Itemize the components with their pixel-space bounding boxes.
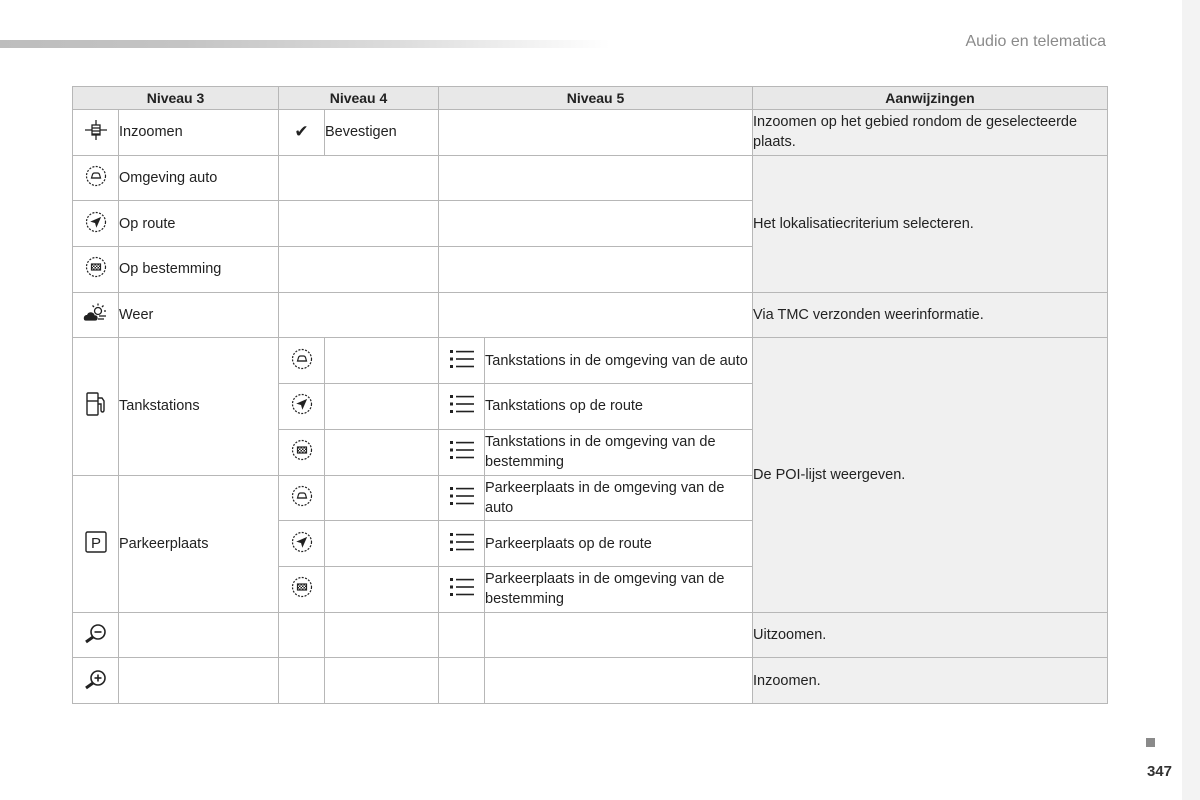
- level3-label: Parkeerplaats: [119, 475, 279, 612]
- level5-label: Tankstations in de omgeving van de bestemming: [485, 429, 753, 475]
- level5-icon-cell: [439, 521, 485, 567]
- level3-label: Tankstations: [119, 338, 279, 475]
- level5-label: Tankstations in de omgeving van de auto: [485, 338, 753, 384]
- level5-icon-cell: [439, 429, 485, 475]
- destination-flag-icon: [291, 439, 313, 465]
- list-icon: [450, 486, 474, 510]
- level4-empty-cell: [325, 429, 439, 475]
- table-row: [73, 292, 1108, 338]
- parking-icon: [84, 530, 108, 558]
- car-surroundings-icon: [85, 165, 107, 191]
- level4-empty-cell: [279, 247, 439, 293]
- level3-icon-cell: [73, 201, 119, 247]
- level4-empty-cell: [325, 566, 439, 612]
- navigation-menu-table: [72, 86, 1108, 704]
- level3-icon-cell: [73, 292, 119, 338]
- level4-empty-cell: [325, 612, 439, 658]
- weather-icon: [83, 302, 109, 328]
- level4-empty-cell: [279, 658, 325, 704]
- level4-empty-cell: [325, 338, 439, 384]
- zoom-in-icon: [83, 668, 109, 694]
- level3-label: Op route: [119, 201, 279, 247]
- level3-empty-cell: [119, 658, 279, 704]
- level3-label: Op bestemming: [119, 247, 279, 293]
- destination-flag-icon: [291, 576, 313, 602]
- level3-icon-cell: [73, 338, 119, 475]
- car-surroundings-icon: [291, 348, 313, 374]
- level3-icon-cell: [73, 612, 119, 658]
- column-header-niveau-5: Niveau 5: [439, 87, 753, 110]
- level3-icon-cell: [73, 155, 119, 201]
- page-edge-strip: [1182, 0, 1200, 800]
- level3-label: Inzoomen: [119, 110, 279, 156]
- level4-icon-cell: [279, 338, 325, 384]
- list-icon: [450, 349, 474, 373]
- level3-icon-cell: [73, 110, 119, 156]
- level3-label: Omgeving auto: [119, 155, 279, 201]
- car-surroundings-icon: [291, 485, 313, 511]
- level5-empty-cell: [439, 612, 485, 658]
- zoom-target-icon: [84, 119, 108, 145]
- level5-label: Parkeerplaats in de omgeving van de auto: [485, 475, 753, 521]
- on-route-icon: [291, 531, 313, 557]
- table-row: [73, 338, 1108, 384]
- level3-icon-cell: [73, 475, 119, 612]
- section-title: Audio en telematica: [965, 33, 1106, 50]
- level3-label: Weer: [119, 292, 279, 338]
- on-route-icon: [291, 393, 313, 419]
- checkmark-icon: ✔: [294, 122, 309, 142]
- level5-empty-cell: [439, 292, 753, 338]
- list-icon: [450, 394, 474, 418]
- level4-label: Bevestigen: [325, 110, 439, 156]
- level4-icon-cell: [279, 384, 325, 430]
- level5-label: Parkeerplaats op de route: [485, 521, 753, 567]
- zoom-out-icon: [83, 622, 109, 648]
- hint-text: Inzoomen op het gebied rondom de geselecteerde plaats.: [753, 110, 1108, 156]
- table-header-row: [73, 87, 1108, 110]
- fuel-station-icon: [84, 390, 108, 422]
- svg-text:P: P: [90, 534, 101, 552]
- table-row: [73, 612, 1108, 658]
- level3-icon-cell: [73, 247, 119, 293]
- level4-empty-cell: [325, 521, 439, 567]
- level5-empty-cell: [439, 247, 753, 293]
- hint-text: De POI-lijst weergeven.: [753, 338, 1108, 612]
- level4-empty-cell: [325, 384, 439, 430]
- on-route-icon: [85, 211, 107, 237]
- level5-icon-cell: [439, 475, 485, 521]
- level4-empty-cell: [279, 612, 325, 658]
- level5-empty-cell: [439, 110, 753, 156]
- level4-icon-cell: [279, 566, 325, 612]
- level5-icon-cell: [439, 384, 485, 430]
- hint-text: Inzoomen.: [753, 658, 1108, 704]
- column-header-niveau-4: Niveau 4: [279, 87, 439, 110]
- level4-empty-cell: [325, 475, 439, 521]
- level5-empty-cell: [485, 612, 753, 658]
- top-decorative-bar: [0, 40, 610, 48]
- level5-label: Tankstations op de route: [485, 384, 753, 430]
- level5-icon-cell: [439, 338, 485, 384]
- level3-icon-cell: [73, 658, 119, 704]
- level5-empty-cell: [439, 155, 753, 201]
- table-row: [73, 155, 1108, 201]
- level4-empty-cell: [279, 201, 439, 247]
- level4-empty-cell: [279, 155, 439, 201]
- level5-empty-cell: [485, 658, 753, 704]
- level5-label: Parkeerplaats in de omgeving van de bestemming: [485, 566, 753, 612]
- level4-icon-cell: [279, 475, 325, 521]
- level4-icon-cell: [279, 521, 325, 567]
- destination-flag-icon: [85, 256, 107, 282]
- table-row: [73, 110, 1108, 156]
- list-icon: [450, 532, 474, 556]
- level3-empty-cell: [119, 612, 279, 658]
- column-header-niveau-3: Niveau 3: [73, 87, 279, 110]
- hint-text: Via TMC verzonden weerinformatie.: [753, 292, 1108, 338]
- end-marker: [1146, 738, 1155, 747]
- level4-icon-cell: [279, 429, 325, 475]
- column-header-aanwijzingen: Aanwijzingen: [753, 87, 1108, 110]
- level4-empty-cell: [325, 658, 439, 704]
- hint-text: Uitzoomen.: [753, 612, 1108, 658]
- hint-text: Het lokalisatiecriterium selecteren.: [753, 155, 1108, 292]
- level4-icon-cell: [279, 110, 325, 156]
- list-icon: [450, 440, 474, 464]
- level5-icon-cell: [439, 566, 485, 612]
- level5-empty-cell: [439, 201, 753, 247]
- level4-empty-cell: [279, 292, 439, 338]
- level5-empty-cell: [439, 658, 485, 704]
- list-icon: [450, 577, 474, 601]
- table-row: [73, 658, 1108, 704]
- page-number: 347: [1146, 763, 1172, 780]
